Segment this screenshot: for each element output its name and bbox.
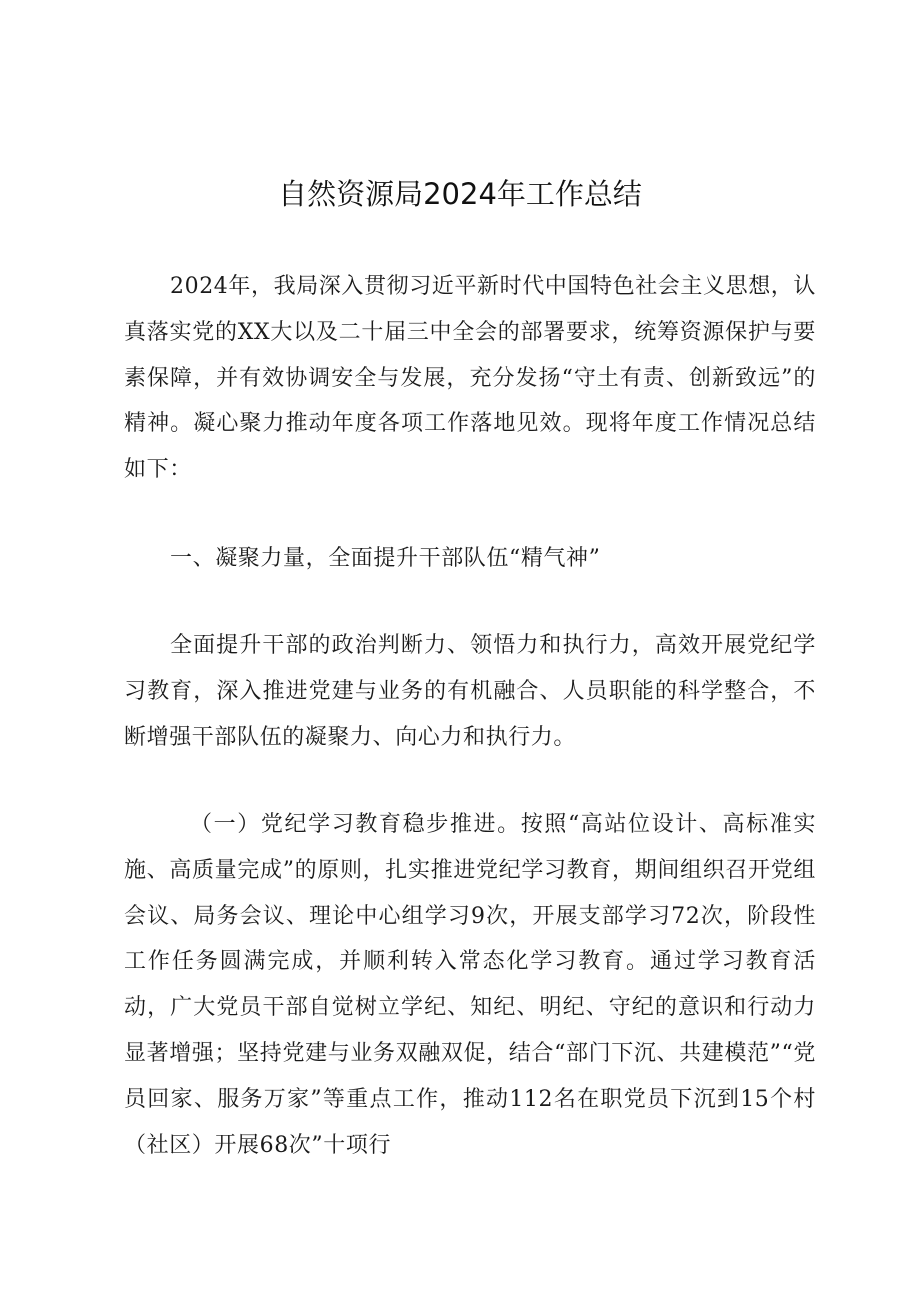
section-heading-1: 一、凝聚力量，全面提升干部队伍“精气神” (170, 546, 601, 571)
document-title: 自然资源局2024年工作总结 (278, 177, 642, 211)
subsection-1-paragraph: （一）党纪学习教育稳步推进。按照“高站位设计、高标准实施、高质量完成”的原则，扎实推进党纪学习教育，期间组织召开党组会议、局务会议、理论中心组学习9次，开展支部学习72次，阶段性工作任务圆满完成，并顺利转入常态化学习教育。通过学习教育活动，广大党员干部自觉树立学纪、知纪、明纪、守纪的意识和行动力显著增强；坚持党建与业务双融双促，结合“部门下沉、共建模范”“党员回家、服务万家”等重点工作，推动112名在职党员下沉到15个村（社区）开展68次”十项行 (124, 812, 816, 1158)
intro-paragraph: 2024年，我局深入贯彻习近平新时代中国特色社会主义思想，认真落实党的XX大以及二十届三中全会的部署要求，统筹资源保护与要素保障，并有效协调安全与发展，充分发扬“守土有责、创新致远”的精神。凝心聚力推动年度各项工作落地见效。现将年度工作情况总结如下： (124, 274, 816, 483)
section-1-body-paragraph: 全面提升干部的政治判断力、领悟力和执行力，高效开展党纪学习教育，深入推进党建与业务的有机融合、人员职能的科学整合，不断增强干部队伍的凝聚力、向心力和执行力。 (124, 633, 816, 750)
